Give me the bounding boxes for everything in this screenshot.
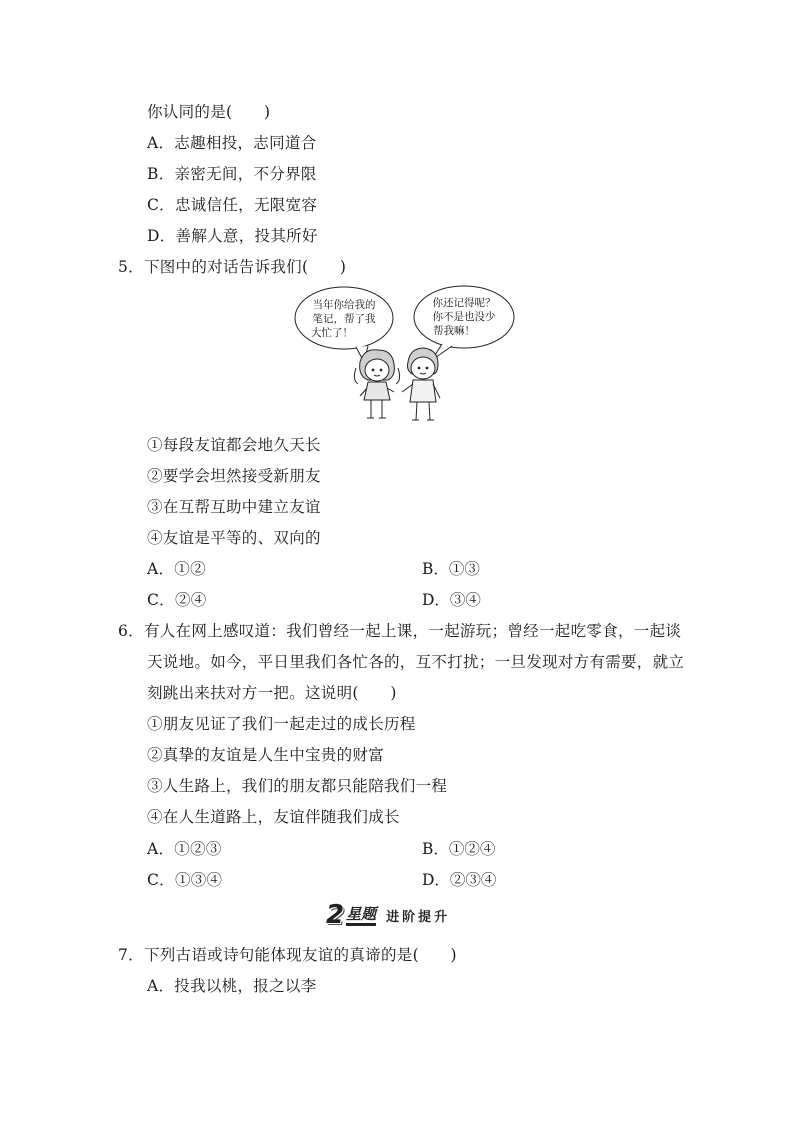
section-label: 星题 [346,905,376,926]
left-bubble-line-2: 笔记，帮了我 [312,313,376,325]
q6-option-c: C．①③④ [147,871,223,889]
q5-option-a: A．①② [147,560,206,578]
section-number: 2 [326,900,345,930]
q4-option-c: C．忠诚信任，无限宽容 [147,196,318,214]
section-subtitle: 进阶提升 [386,909,451,925]
q6-stem-line-3: 刻跳出来扶对方一把。这说明( ) [147,684,397,702]
q7-stem: 7．下列古语或诗句能体现友谊的真谛的是( ) [118,946,457,964]
q6-option-b: B．①②④ [422,840,496,858]
q5-item-2: ②要学会坦然接受新朋友 [147,467,321,485]
q6-item-1: ①朋友见证了我们一起走过的成长历程 [147,715,416,733]
right-bubble-line-3: 帮我嘛！ [433,325,475,337]
q5-item-3: ③在互帮互助中建立友谊 [147,498,321,516]
q6-option-a: A．①②③ [147,840,222,858]
q6-item-4: ④在人生道路上，友谊伴随我们成长 [147,808,400,826]
q5-dialogue-illustration [292,284,516,426]
right-bubble-line-1: 你还记得呢？ [432,297,496,309]
q5-stem: 5．下图中的对话告诉我们( ) [118,258,347,276]
q5-option-c: C．②④ [147,591,207,609]
q4-option-d: D．善解人意，投其所好 [147,227,318,245]
boy-figure [402,348,440,420]
q5-option-b: B．①③ [422,560,480,578]
q6-stem-line-1: 6．有人在网上感叹道：我们曾经一起上课，一起游玩；曾经一起吃零食，一起谈 [118,622,682,640]
section-badge [326,902,376,928]
q4-option-a: A．志趣相投，志同道合 [147,134,317,152]
q6-stem-line-2: 天说地。如今，平日里我们各忙各的，互不打扰；一旦发现对方有需要，就立 [147,653,685,671]
q5-option-d: D．③④ [422,591,481,609]
q6-option-d: D．②③④ [422,871,497,889]
left-bubble-line-1: 当年你给我的 [312,299,376,311]
section-header [326,902,450,928]
q5-item-4: ④友谊是平等的、双向的 [147,529,321,547]
left-bubble-line-3: 大忙了！ [311,327,353,339]
right-bubble-line-2: 你不是也没少 [432,311,496,323]
q5-item-1: ①每段友谊都会地久天长 [147,436,321,454]
q6-item-2: ②真挚的友谊是人生中宝贵的财富 [147,746,385,764]
q6-item-3: ③人生路上，我们的朋友都只能陪我们一程 [147,777,448,795]
q7-option-a: A．投我以桃，报之以李 [147,977,317,995]
q4-stem-tail: 你认同的是( ) [147,103,271,121]
girl-figure [354,350,399,418]
q4-option-b: B．亲密无间，不分界限 [147,165,317,183]
